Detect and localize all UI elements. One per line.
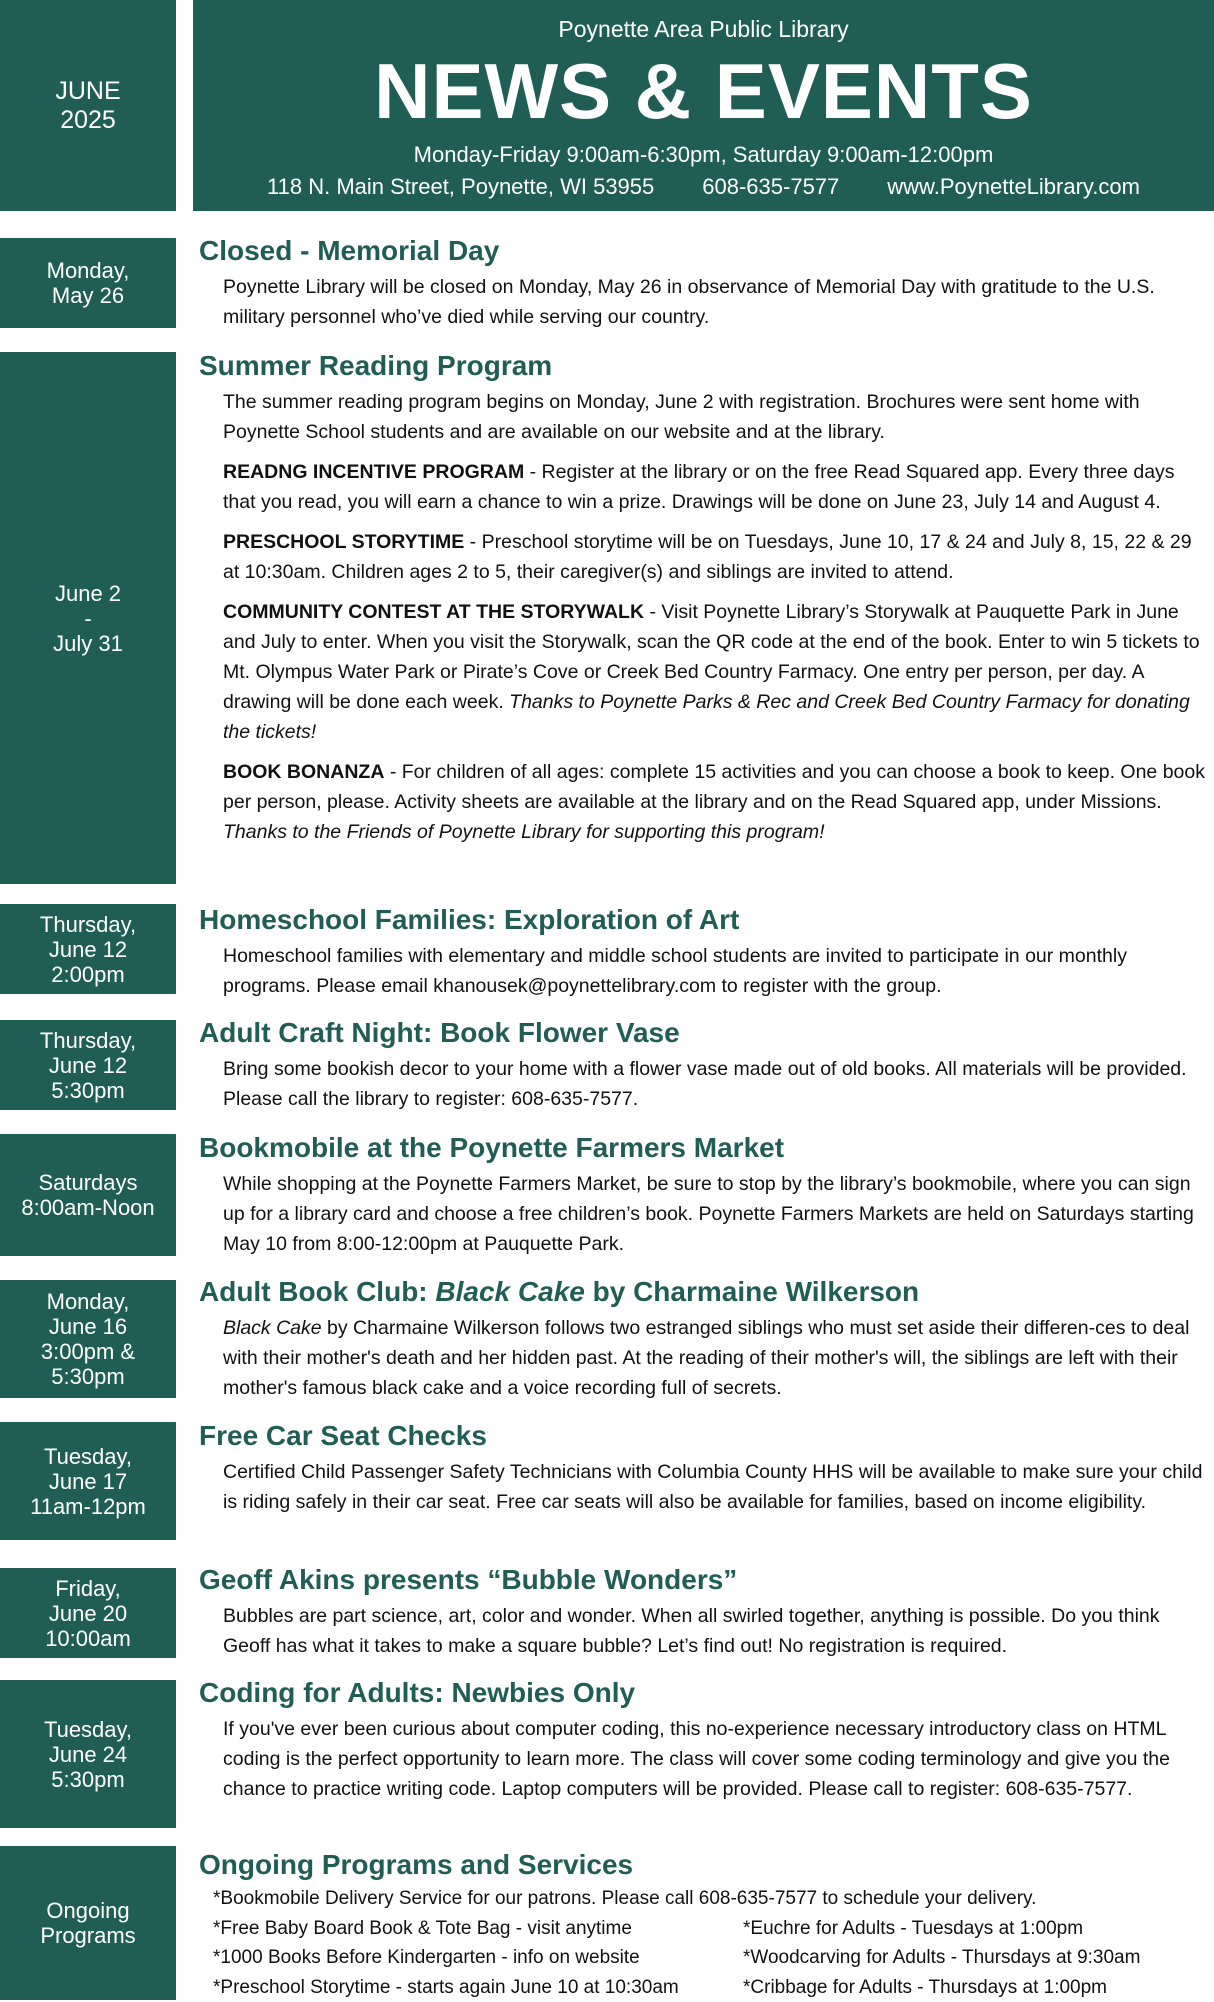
event-title: Closed - Memorial Day	[199, 234, 1211, 268]
event-title: Ongoing Programs and Services	[199, 1848, 1211, 1882]
section-label: BOOK BONANZA	[223, 761, 384, 783]
ongoing-list	[213, 1884, 1211, 2002]
event-title	[199, 1275, 1211, 1309]
event-description: Poynette Library will be closed on Monday, May 26 in observance of Memorial Day with gratitude to the U.S. military personnel who’ve died while serving our country.	[199, 272, 1211, 332]
list-item: *Cribbage for Adults - Thursdays at 1:00pm	[743, 1973, 1140, 2002]
event-date-memorial	[0, 238, 176, 328]
library-hours: Monday-Friday 9:00am-6:30pm, Saturday 9:00am-12:00pm	[193, 142, 1214, 168]
newsletter-header	[193, 0, 1214, 211]
preschool-storytime	[199, 527, 1211, 587]
event-date-homeschool	[0, 904, 176, 994]
date-line: 10:00am	[45, 1626, 131, 1651]
event-title: Summer Reading Program	[199, 349, 1211, 383]
list-item: *Euchre for Adults - Tuesdays at 1:00pm	[743, 1914, 1140, 1944]
issue-date-box	[0, 0, 176, 211]
date-line: Ongoing	[46, 1898, 129, 1923]
event-date-summer-reading	[0, 352, 176, 884]
event-bubbles	[199, 1563, 1211, 1661]
list-column-left	[213, 1914, 743, 2002]
section-text: - For children of all ages: complete 15 activities and you can choose a book to keep. One book per person, please. Activity sheets are available at the library and on the Read Squared app, under Missions.	[223, 761, 1205, 813]
thanks-note: Thanks to Poynette Parks & Rec and Creek Bed Country Farmacy for donating the tickets!	[223, 691, 1190, 743]
event-car-seat	[199, 1419, 1211, 1517]
date-line: 5:30pm	[51, 1767, 124, 1792]
title-suffix: by Charmaine Wilkerson	[585, 1276, 919, 1307]
event-title: Adult Craft Night: Book Flower Vase	[199, 1016, 1211, 1050]
date-line: May 26	[52, 283, 124, 308]
book-title: Black Cake	[435, 1276, 584, 1307]
event-description: Bubbles are part science, art, color and wonder. When all swirled together, anything is possible. Do you think Geoff has what it takes to make a square bubble? Let’s find out! No registration is required.	[199, 1601, 1211, 1661]
event-book-club	[199, 1275, 1211, 1403]
library-name: Poynette Area Public Library	[193, 16, 1214, 43]
book-bonanza	[199, 757, 1211, 847]
community-contest	[199, 597, 1211, 747]
event-title: Free Car Seat Checks	[199, 1419, 1211, 1453]
event-title: Homeschool Families: Exploration of Art	[199, 903, 1211, 937]
date-line: 5:30pm	[51, 1078, 124, 1103]
section-label: READNG INCENTIVE PROGRAM	[223, 461, 524, 483]
event-description: The summer reading program begins on Monday, June 2 with registration. Brochures were sent home with Poynette School students and are available on our website and at the library.	[199, 387, 1211, 447]
two-column-list	[213, 1914, 1211, 2002]
thanks-note: Thanks to the Friends of Poynette Library for supporting this program!	[223, 821, 825, 843]
event-title: Geoff Akins presents “Bubble Wonders”	[199, 1563, 1211, 1597]
event-description: Certified Child Passenger Safety Technicians with Columbia County HHS will be available to make sure your child is riding safely in their car seat. Free car seats will also be available for families, based on income eligibility.	[199, 1457, 1211, 1517]
event-description: Homeschool families with elementary and middle school students are invited to participate in our monthly programs. Please email khanousek@poynettelibrary.com to register with the group.	[199, 941, 1211, 1001]
event-coding	[199, 1676, 1211, 1804]
section-text: - Register at the library or on the free Read Squared app. Every three days that you read, you will earn a chance to win a prize. Drawings will be done on June 23, July 14 and August 4.	[223, 461, 1175, 513]
description-text: by Charmaine Wilkerson follows two estranged siblings who must set aside their differen-ces to deal with their mother's death and her hidden past. At the reading of their mother's will, the siblings are left with their mother's famous black cake and a voice recording full of secrets.	[223, 1317, 1189, 1399]
event-description: Bring some bookish decor to your home with a flower vase made out of old books. All materials will be provided. Please call the library to register: 608-635-7577.	[199, 1054, 1211, 1114]
page-title: NEWS & EVENTS	[193, 48, 1214, 134]
event-homeschool	[199, 903, 1211, 1001]
date-line: 11am-12pm	[30, 1494, 146, 1519]
date-line: -	[84, 606, 91, 631]
event-date-craft-night	[0, 1020, 176, 1110]
date-line: 8:00am-Noon	[21, 1195, 154, 1220]
issue-year: 2025	[60, 106, 116, 135]
event-date-book-club	[0, 1280, 176, 1398]
list-item: *Free Baby Board Book & Tote Bag - visit anytime	[213, 1914, 743, 1944]
section-label: PRESCHOOL STORYTIME	[223, 531, 464, 553]
contact-line	[193, 174, 1214, 200]
list-item: *1000 Books Before Kindergarten - info on website	[213, 1943, 743, 1973]
event-summer-reading	[199, 349, 1211, 847]
date-line: June 12	[49, 1053, 127, 1078]
title-prefix: Adult Book Club:	[199, 1276, 435, 1307]
event-title: Bookmobile at the Poynette Farmers Market	[199, 1131, 1211, 1165]
event-date-ongoing	[0, 1846, 176, 2000]
date-line: Thursday,	[40, 1028, 136, 1053]
event-description	[199, 1313, 1211, 1403]
library-website[interactable]: www.PoynetteLibrary.com	[887, 174, 1140, 200]
date-line: Programs	[40, 1923, 135, 1948]
section-label: COMMUNITY CONTEST AT THE STORYWALK	[223, 601, 644, 623]
date-line: Monday,	[47, 1289, 130, 1314]
list-column-right	[743, 1914, 1140, 2002]
library-address: 118 N. Main Street, Poynette, WI 53955	[267, 174, 654, 200]
date-line: June 20	[49, 1601, 127, 1626]
date-line: Thursday,	[40, 912, 136, 937]
book-title: Black Cake	[223, 1317, 322, 1339]
date-line: July 31	[53, 631, 123, 656]
library-phone: 608-635-7577	[702, 174, 839, 200]
list-item: *Bookmobile Delivery Service for our patrons. Please call 608-635-7577 to schedule your delivery.	[213, 1884, 1211, 1914]
event-description: If you've ever been curious about computer coding, this no-experience necessary introductory class on HTML coding is the perfect opportunity to learn more. The class will cover some coding terminology and give you the chance to practice writing code. Laptop computers will be provided. Please call to register: 608-635-7577.	[199, 1714, 1211, 1804]
date-line: 5:30pm	[51, 1364, 124, 1389]
issue-month: JUNE	[55, 77, 120, 106]
date-line: Monday,	[47, 258, 130, 283]
event-bookmobile	[199, 1131, 1211, 1259]
incentive-program	[199, 457, 1211, 517]
date-line: June 16	[49, 1314, 127, 1339]
event-date-bubbles	[0, 1568, 176, 1658]
date-line: June 17	[49, 1469, 127, 1494]
event-description: While shopping at the Poynette Farmers Market, be sure to stop by the library’s bookmobile, where you can sign up for a library card and choose a free children’s book. Poynette Farmers Markets are held on Saturdays starting May 10 from 8:00-12:00pm at Pauquette Park.	[199, 1169, 1211, 1259]
date-line: June 12	[49, 937, 127, 962]
event-date-bookmobile	[0, 1134, 176, 1256]
event-date-car-seat	[0, 1422, 176, 1540]
event-title: Coding for Adults: Newbies Only	[199, 1676, 1211, 1710]
date-line: June 2	[55, 581, 121, 606]
event-craft-night	[199, 1016, 1211, 1114]
date-line: Saturdays	[38, 1170, 137, 1195]
date-line: 2:00pm	[51, 962, 124, 987]
date-line: 3:00pm &	[41, 1339, 135, 1364]
list-item: *Preschool Storytime - starts again June 10 at 10:30am	[213, 1973, 743, 2002]
event-ongoing	[199, 1848, 1211, 2002]
event-memorial	[199, 234, 1211, 332]
section-text: - Visit Poynette Library’s Storywalk at Pauquette Park in June and July to enter. When you visit the Storywalk, scan the QR code at the end of the book. Enter to win 5 tickets to Mt. Olympus Water Park or Pirate’s Cove or Creek Bed Country Farmacy. One entry per person, per day. A drawing will be done each week.	[223, 601, 1200, 713]
list-item: *Woodcarving for Adults - Thursdays at 9:30am	[743, 1943, 1140, 1973]
section-text: - Preschool storytime will be on Tuesdays, June 10, 17 & 24 and July 8, 15, 22 & 29 at 10:30am. Children ages 2 to 5, their caregiver(s) and siblings are invited to attend.	[223, 531, 1192, 583]
date-line: June 24	[49, 1742, 127, 1767]
event-date-coding	[0, 1680, 176, 1828]
date-line: Friday,	[55, 1576, 121, 1601]
date-line: Tuesday,	[44, 1444, 132, 1469]
date-line: Tuesday,	[44, 1717, 132, 1742]
